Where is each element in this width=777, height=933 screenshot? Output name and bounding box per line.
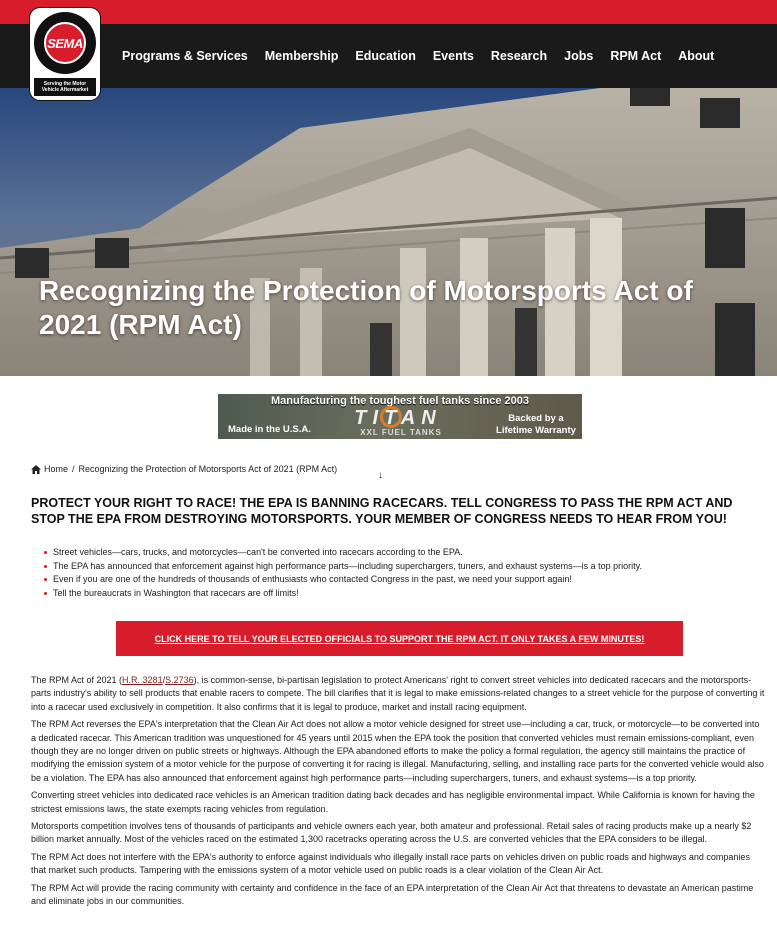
- ad-brand: TITAN: [354, 407, 442, 429]
- p1-before: The RPM Act of 2021 (: [31, 675, 123, 685]
- hero-banner: [0, 88, 777, 376]
- bullet-list: [44, 546, 764, 600]
- home-icon: [31, 465, 41, 474]
- list-item: The EPA has announced that enforcement against high performance parts—including superchargers, tuners, and exhaust systems—is a top priority.: [44, 560, 764, 574]
- nav-education[interactable]: Education: [355, 49, 416, 63]
- body-paragraph: Converting street vehicles into dedicated race vehicles is an American tradition dating back decades and has negligible environmental impact. While California is known for having the strictest emissions laws, the state exempts racing vehicles from regulation.: [31, 790, 755, 814]
- nav-about[interactable]: About: [678, 49, 715, 63]
- s-2736-link[interactable]: S.2736: [165, 675, 194, 685]
- body-paragraph: [31, 674, 766, 714]
- breadcrumb-separator: /: [72, 464, 75, 474]
- nav-jobs[interactable]: Jobs: [564, 49, 594, 63]
- primary-nav: [122, 24, 731, 88]
- logo-tagline-line2: Vehicle Aftermarket: [41, 87, 89, 93]
- headline: PROTECT YOUR RIGHT TO RACE! THE EPA IS BANNING RACECARS. TELL CONGRESS TO PASS THE RPM ACT AND STOP THE EPA FROM DESTROYING MOTORSPORTS. YOUR MEMBER OF CONGRESS NEEDS TO HEAR FROM YOU!: [31, 496, 733, 526]
- ad-warranty-line1: Backed by a: [508, 413, 564, 424]
- p1-slash: /: [162, 675, 166, 685]
- logo-tagline: [34, 78, 96, 96]
- hr-3281-link[interactable]: H.R. 3281: [122, 675, 163, 685]
- body-paragraph: The RPM Act will provide the racing community with certainty and confidence in the face of an EPA interpretation of the Clean Air Act that threatens to devastate an American pastime and eliminate jobs in our communities.: [31, 882, 754, 907]
- breadcrumb: [31, 464, 337, 474]
- nav-programs-services[interactable]: Programs & Services: [122, 49, 248, 63]
- nav-research[interactable]: Research: [490, 49, 548, 63]
- logo-ring: [34, 12, 96, 74]
- ad-sub-brand: XXL FUEL TANKS: [360, 428, 442, 437]
- body-paragraph: Motorsports competition involves tens of thousands of participants and vehicle owners each year, both amateur and professional. Retail sales of racing products make up a nearly $2 billion market annually. Most of the vehicles raced on the estimated 1,300 racetracks operating across the U.S. are converted vehicles that the EPA considers to be illegal.: [31, 821, 752, 845]
- logo-tagline-line1: Serving the Motor: [43, 81, 87, 87]
- breadcrumb-home-link[interactable]: Home: [44, 464, 69, 474]
- ad-tagline: Manufacturing the toughest fuel tanks since 2003: [271, 395, 529, 407]
- sema-logo[interactable]: [30, 8, 100, 100]
- titan-ad-banner[interactable]: [218, 394, 582, 439]
- list-item: Tell the bureaucrats in Washington that racecars are off limits!: [44, 587, 764, 601]
- contact-officials-button[interactable]: CLICK HERE TO TELL YOUR ELECTED OFFICIALS TO SUPPORT THE RPM ACT. IT ONLY TAKES A FEW MINUTES!: [116, 621, 683, 656]
- top-red-bar: [0, 0, 777, 24]
- list-item: Street vehicles—cars, trucks, and motorcycles—can't be converted into racecars according to the EPA.: [44, 546, 764, 560]
- nav-rpm-act[interactable]: RPM Act: [610, 49, 662, 63]
- list-item: Even if you are one of the hundreds of thousands of enthusiasts who contacted Congress in the past, we need your support again!: [44, 573, 764, 587]
- p1-after: ), is common-sense, bi-partisan legislation to protect Americans' right to convert street vehicles into dedicated racecars and the motorsports-parts industry's ability to sell products that enable racers to compete. The bill clarifies that it is legal to make emissions-related changes to a street vehicle for the purpose of converting it into a racecar used exclusively in competition. It also confirms that it is legal to produce, market and install racing equipment.: [31, 675, 765, 712]
- nav-events[interactable]: Events: [432, 49, 474, 63]
- logo-letters: SEMA: [44, 22, 86, 64]
- ad-warranty-line2: Lifetime Warranty: [496, 425, 576, 436]
- mouse-cursor-icon: ↓: [378, 470, 383, 481]
- body-paragraph: The RPM Act reverses the EPA's interpretation that the Clean Air Act does not allow a motor vehicle designed for street use—including a car, truck, or motorcycle—to be converted into a dedicated racecar. This American tradition was unquestioned for 45 years until 2015 when the EPA took the position that converted vehicles must remain emissions-compliant, even though they are no longer driven on public streets or highways. Although the EPA abandoned efforts to make the policy a formal regulation, the agency still maintains the practice of modifying the emission system of a motor vehicle for the purpose of converting it for racing is illegal. Manufacturing, selling, and installing race parts for the converted vehicle would also be a violation. The EPA has also announced that enforcement against high performance parts—including superchargers, tuners, and exhaust systems—is a top priority.: [31, 719, 764, 783]
- breadcrumb-current: Recognizing the Protection of Motorsports Act of 2021 (RPM Act): [78, 464, 338, 474]
- ad-warranty: [494, 413, 578, 437]
- page-title: Recognizing the Protection of Motorsports Act of 2021 (RPM Act): [39, 275, 693, 340]
- ad-made-in-usa: Made in the U.S.A.: [228, 424, 311, 435]
- nav-membership[interactable]: Membership: [264, 49, 339, 63]
- body-paragraph: The RPM Act does not interfere with the EPA's authority to enforce against individuals who illegally install race parts on vehicles driven on public roads and highways and companies that market such products. Tampering with the emissions system of a motor vehicle used on public roads is a clear violation of the Clean Air Act.: [31, 851, 750, 876]
- article-body: [31, 674, 766, 913]
